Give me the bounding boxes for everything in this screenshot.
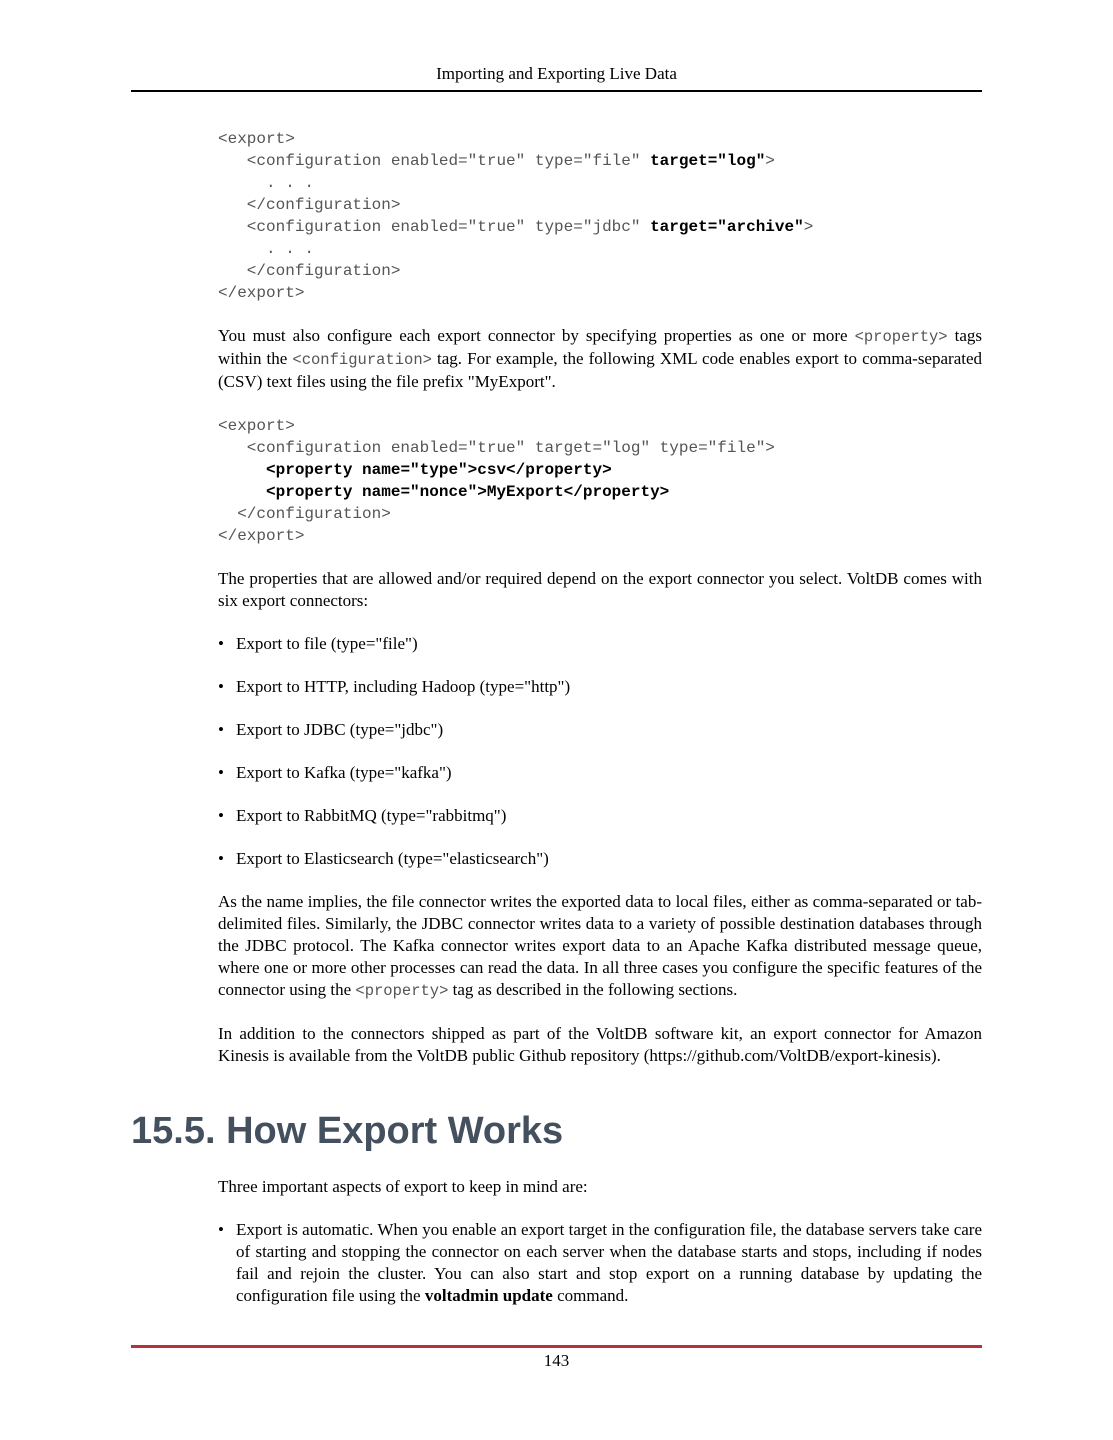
bullet-icon: •: [218, 720, 224, 739]
header-rule: [131, 90, 982, 92]
code-line: </configuration>: [218, 262, 401, 280]
inline-code: <configuration>: [292, 351, 432, 369]
paragraph-aspects-intro: Three important aspects of export to keep in mind are:: [218, 1177, 588, 1196]
code-line: <configuration enabled="true" type="jdbc" target="archive">: [218, 218, 814, 236]
code-highlight: <property name="type">csv</property>: [266, 461, 612, 479]
page-body: [218, 128, 982, 1067]
inline-code: <property>: [854, 328, 948, 346]
paragraph-configure-properties: You must also configure each export connector by specifying properties as one or more <property> tags within the <configuration> tag. For example, the following XML code enables export to comma-separated (CSV) text files using the file prefix "MyExport".: [218, 326, 983, 391]
code-highlight: <property name="nonce">MyExport</property>: [266, 483, 670, 501]
code-line: </configuration>: [218, 196, 401, 214]
code-block-csv-export: [218, 415, 982, 547]
connector-list: [218, 633, 982, 870]
list-item: • Export to HTTP, including Hadoop (type="http"): [218, 677, 571, 696]
code-line: . . .: [218, 240, 315, 258]
page-number: 143: [543, 1351, 570, 1370]
paragraph-kinesis: In addition to the connectors shipped as part of the VoltDB software kit, an export connector for Amazon Kinesis is available from the VoltDB public Github repository (https://github.com/VoltDB/export-kinesis).: [218, 1024, 982, 1065]
bullet-icon: •: [218, 677, 224, 696]
code-line: <export>: [218, 130, 295, 148]
code-line: </export>: [218, 284, 305, 302]
code-line: </configuration>: [218, 505, 391, 523]
code-line: . . .: [218, 174, 315, 192]
paragraph-connectors-intro: The properties that are allowed and/or required depend on the export connector you select. VoltDB comes with six export connectors:: [218, 569, 982, 610]
list-item: • Export to file (type="file"): [218, 634, 418, 653]
list-item: • Export to JDBC (type="jdbc"): [218, 720, 444, 739]
paragraph-connector-details: As the name implies, the file connector writes the exported data to local files, either as comma-separated or tab-delimited files. Similarly, the JDBC connector writes data to a variety of possible destination databases through the JDBC protocol. The Kafka connector writes export data to an Apache Kafka distributed message queue, where one or more other processes can read the data. In all three cases you configure the specific features of the connector using the <property> tag as described in the following sections.: [218, 892, 982, 1000]
running-header: Importing and Exporting Live Data: [436, 64, 677, 83]
code-line: [218, 481, 982, 503]
code-block-export-targets: [218, 128, 982, 304]
aspects-list: [218, 1219, 982, 1307]
code-line: <export>: [218, 417, 295, 435]
code-line: <configuration enabled="true" target="log" type="file">: [218, 439, 775, 457]
code-highlight: target="archive": [650, 218, 804, 236]
section-heading: 15.5. How Export Works: [131, 1110, 564, 1152]
list-item: • Export to Elasticsearch (type="elasticsearch"): [218, 849, 549, 868]
list-item: • Export is automatic. When you enable an export target in the configuration file, the database servers take care of starting and stopping the connector on each server when the database starts and stops, including if nodes fail and rejoin the cluster. You can also start and stop export on a running database by updating the configuration file using the voltadmin update command.: [218, 1220, 982, 1305]
code-line: [218, 459, 982, 481]
list-item: • Export to RabbitMQ (type="rabbitmq"): [218, 806, 507, 825]
command-name: voltadmin update: [424, 1286, 553, 1305]
code-line: <configuration enabled="true" type="file" target="log">: [218, 152, 775, 170]
bullet-icon: •: [218, 806, 224, 825]
list-item: • Export to Kafka (type="kafka"): [218, 763, 452, 782]
section-body: [218, 1176, 982, 1307]
code-highlight: target="log": [650, 152, 766, 170]
bullet-icon: •: [218, 763, 224, 782]
bullet-icon: •: [218, 849, 224, 868]
bullet-icon: •: [218, 1220, 224, 1239]
inline-code: <property>: [355, 982, 449, 1000]
bullet-icon: •: [218, 634, 224, 653]
code-line: </export>: [218, 527, 305, 545]
footer-rule: [131, 1345, 982, 1348]
